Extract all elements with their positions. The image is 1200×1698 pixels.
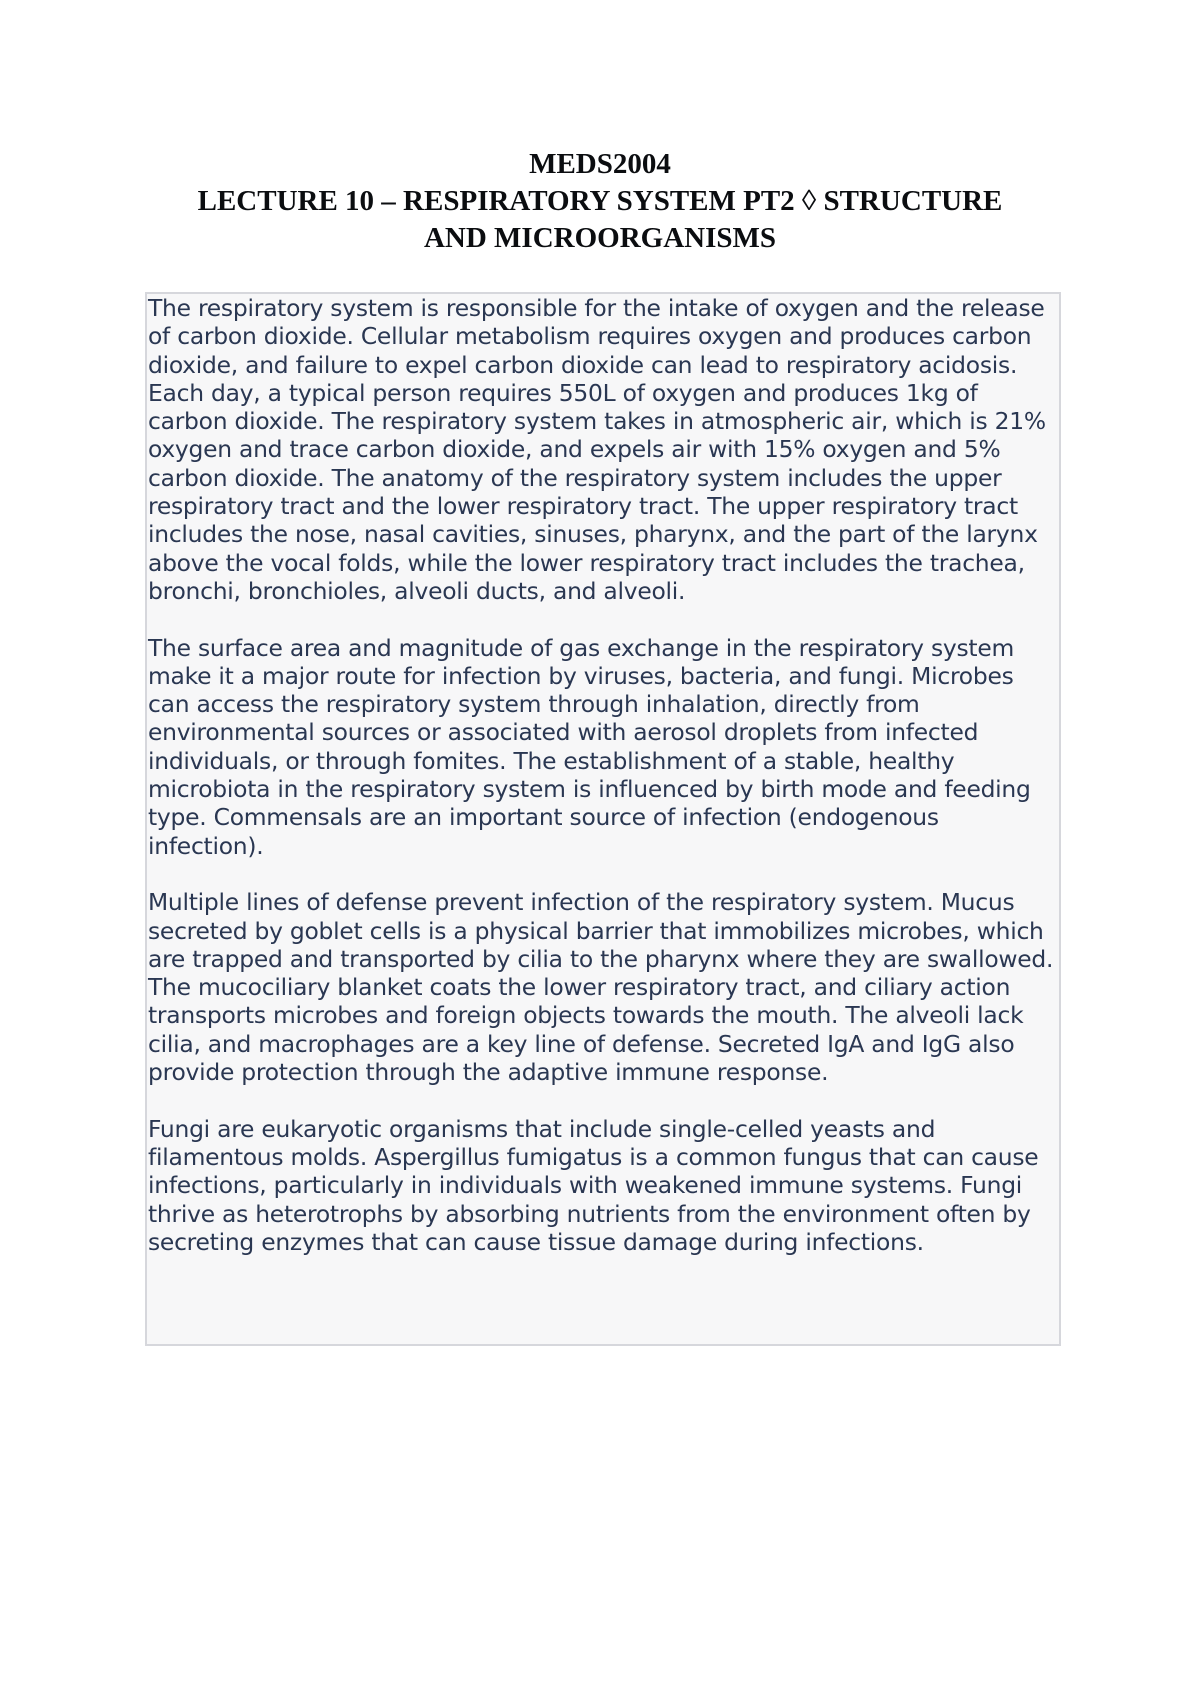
paragraph-defense-lines: Multiple lines of defense prevent infection of the respiratory system. Mucus secreted by goblet cells is a physical barrier that immobilizes microbes, which are trapped and transported by cilia to the pharynx where they are swallowed. The mucociliary blanket coats the lower respiratory tract, and ciliary action transports microbes and foreign objects towards the mouth. The alveoli lack cilia, and macrophages are a key line of defense. Secreted IgA and IgG also provide protection through the adaptive immune response. xyxy=(148,888,1054,1087)
document-title xyxy=(100,146,1100,257)
course-code: MEDS2004 xyxy=(529,148,671,180)
lecture-title-line-1: LECTURE 10 – RESPIRATORY SYSTEM PT2 ◊ STRUCTURE xyxy=(197,185,1003,217)
paragraph-respiratory-overview: The respiratory system is responsible for the intake of oxygen and the release of carbon dioxide. Cellular metabolism requires oxygen and produces carbon dioxide, and failure to expel carbon dioxide can lead to respiratory acidosis. Each day, a typical person requires 550L of oxygen and produces 1kg of carbon dioxide. The respiratory system takes in atmospheric air, which is 21% oxygen and trace carbon dioxide, and expels air with 15% oxygen and 5% carbon dioxide. The anatomy of the respiratory system includes the upper respiratory tract and the lower respiratory tract. The upper respiratory tract includes the nose, nasal cavities, sinuses, pharynx, and the part of the larynx above the vocal folds, while the lower respiratory tract includes the trachea, bronchi, bronchioles, alveoli ducts, and alveoli. xyxy=(148,294,1046,605)
paragraph-infection-routes: The surface area and magnitude of gas exchange in the respiratory system make it a major route for infection by viruses, bacteria, and fungi. Microbes can access the respiratory system through inhalation, directly from environmental sources or associated with aerosol droplets from infected individuals, or through fomites. The establishment of a stable, healthy microbiota in the respiratory system is influenced by birth mode and feeding type. Commensals are an important source of infection (endogenous infection). xyxy=(148,633,1031,860)
lecture-summary-box xyxy=(145,292,1061,1346)
lecture-title-line-2: AND MICROORGANISMS xyxy=(423,222,777,254)
paragraph-fungi: Fungi are eukaryotic organisms that include single-celled yeasts and filamentous molds. Aspergillus fumigatus is a common fungus that can cause infections, particularly in individuals with weakened immune systems. Fungi thrive as heterotrophs by absorbing nutrients from the environment often by secreting enzymes that can cause tissue damage during infections. xyxy=(148,1114,1039,1256)
